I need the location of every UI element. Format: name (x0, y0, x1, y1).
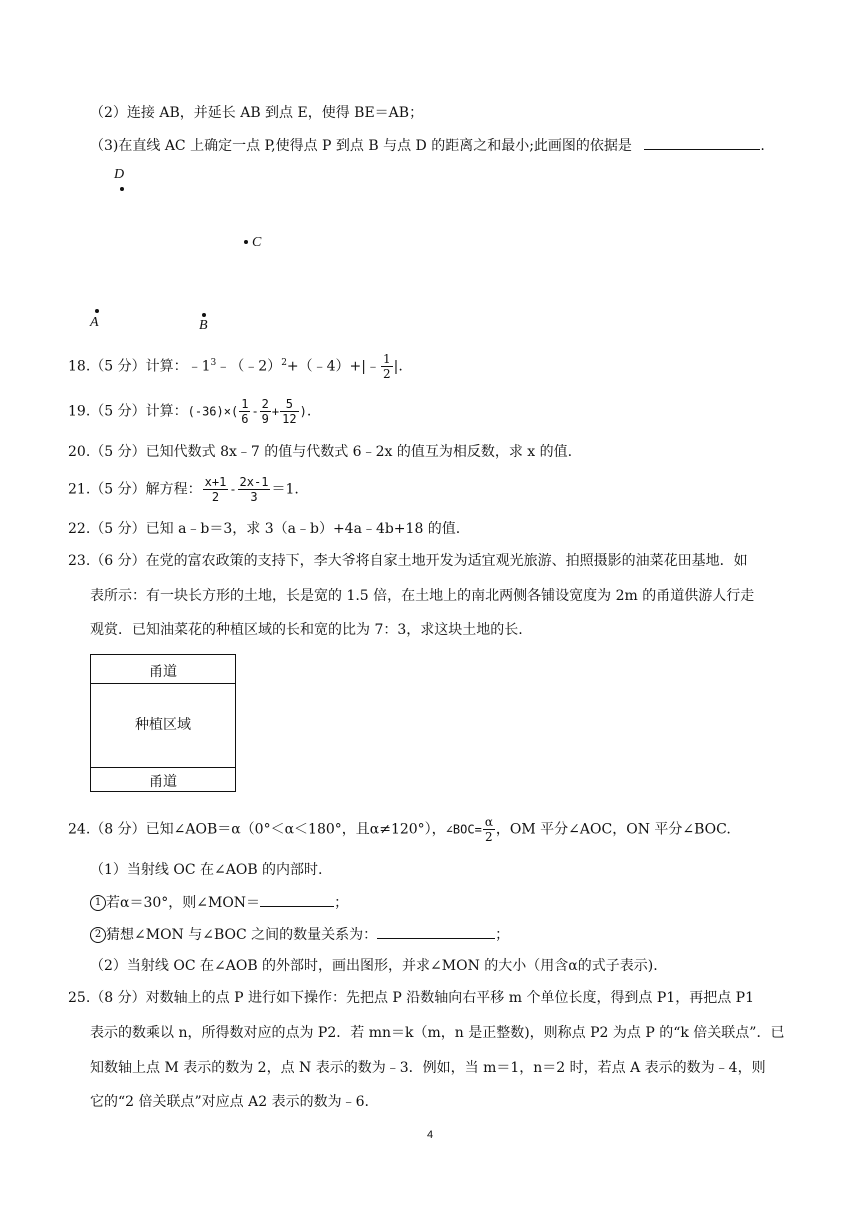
q21-number: 21. (68, 481, 91, 498)
q17-part2: （2）连接 AB，并延长 AB 到点 E，使得 BE＝AB； (90, 105, 424, 121)
q19-expr-a: (-36)×( (187, 404, 239, 419)
answer-blank[interactable] (644, 135, 760, 150)
q24-fraction (483, 815, 495, 844)
q24-line3 (90, 892, 348, 913)
q19-f2-num: 2 (261, 397, 269, 411)
q18-mid: ﹣（﹣2） (216, 358, 282, 375)
q24-text-1a: （8 分）已知∠AOB＝α（0°＜α＜180°，且α≠120°）， (90, 821, 446, 838)
q19-f3-num: 5 (280, 397, 298, 412)
q18-frac-num: 1 (383, 352, 391, 366)
q24-line2: （1）当射线 OC 在∠AOB 的内部时. (90, 862, 323, 878)
q22-number: 22. (68, 521, 91, 537)
q18-end: |. (393, 358, 403, 375)
q24-text-3-end: ； (334, 895, 349, 911)
q25-number: 25. (68, 990, 91, 1006)
q19-frac2 (260, 397, 271, 426)
q25-line3: 知数轴上点 M 表示的数为 2，点 N 表示的数为﹣3．例如，当 m＝1，n＝2 时，若点 A 表示的数为﹣4，则 (90, 1060, 766, 1076)
q18-fraction (381, 352, 393, 381)
point-label-c: C (252, 235, 262, 250)
q19-f1-den: 6 (241, 412, 249, 426)
q25-line4: 它的“2 倍关联点”对应点 A2 表示的数为﹣6. (90, 1094, 369, 1110)
point-d (120, 187, 124, 191)
q18-exp2: 2 (281, 357, 287, 368)
point-label-a: A (90, 315, 99, 330)
q22-text: （5 分）已知 a﹣b＝3，求 3（a﹣b）+4a﹣4b+18 的值. (90, 521, 461, 537)
q25-line1 (68, 988, 754, 1008)
q25-text-1: （8 分）对数轴上的点 P 进行如下操作：先把点 P 沿数轴向右平移 m 个单位长度，得到点 P1，再把点 P1 (90, 990, 754, 1006)
q21-frac2 (238, 475, 271, 504)
q18-frac-den: 2 (383, 367, 391, 381)
point-label-d: D (114, 167, 125, 182)
q24-line5: （2）当射线 OC 在∠AOB 的外部时，画出图形，并求∠MON 的大小（用含α的式子表示). (90, 958, 658, 974)
q25-line2: 表示的数乘以 n，所得数对应的点为 P2．若 mn＝k（m，n 是正整数)，则称点 P2 为点 P 的“k 倍关联点”．已 (90, 1025, 785, 1041)
q18 (68, 352, 403, 381)
q19-f3-den: 12 (282, 412, 297, 426)
q24-angle: ∠BOC= (445, 822, 482, 837)
q21-end: ＝1. (271, 481, 299, 498)
q18-stem: （5 分）计算：﹣1 (90, 358, 211, 375)
land-diagram-table (90, 654, 236, 792)
q24-text-4-end: ； (495, 927, 510, 943)
q24-text-1b: ，OM 平分∠AOC，ON 平分∠BOC. (495, 821, 731, 838)
table-cell-path-bottom: 甬道 (149, 774, 177, 790)
table-divider-bottom (91, 767, 235, 768)
circled-one-icon: 1 (90, 895, 106, 911)
point-b (202, 313, 206, 317)
q24-frac-den: 2 (485, 830, 493, 844)
table-divider-top (91, 683, 235, 684)
q19-op2: + (271, 404, 280, 419)
q20-number: 20. (68, 444, 91, 460)
q23-line2: 表所示：有一块长方形的土地，长是宽的 1.5 倍，在土地上的南北两侧各铺设宽度为 2m 的甬道供游人行走 (90, 588, 755, 604)
q17-part3-text: （3)在直线 AC 上确定一点 P,使得点 P 到点 B 与点 D 的距离之和最小;此画图的依据是 (90, 138, 632, 154)
q24-number: 24. (68, 821, 91, 838)
q21-f2-den: 3 (250, 490, 258, 504)
table-cell-path-top: 甬道 (149, 664, 177, 680)
q24-text-3: 若α＝30°，则∠MON＝ (106, 895, 261, 911)
q23-text-1: （6 分）在党的富农政策的支持下，李大爷将自家土地开发为适宜观光旅游、拍照摄影的油菜花田基地．如 (90, 553, 748, 569)
q23-line3: 观赏．已知油菜花的种植区域的长和宽的比为 7：3，求这块土地的长. (90, 622, 523, 638)
q21-f1-num: x+1 (204, 475, 227, 489)
circled-two-icon: 2 (90, 927, 106, 943)
q21 (68, 475, 299, 504)
q21-f1-den: 2 (211, 490, 220, 504)
point-a (95, 309, 99, 313)
table-cell-planting-area: 种植区域 (135, 717, 191, 733)
q19-frac1 (239, 397, 250, 426)
q19-frac3 (280, 397, 298, 426)
point-label-b: B (199, 318, 208, 333)
q21-stem: （5 分）解方程： (90, 481, 202, 498)
q17-part3 (90, 135, 765, 156)
page-number: 4 (426, 1129, 434, 1141)
q24-text-4: 猜想∠MON 与∠BOC 之间的数量关系为： (106, 927, 378, 943)
q19-f1-num: 1 (241, 397, 249, 411)
q20-text: （5 分）已知代数式 8x﹣7 的值与代数式 6﹣2x 的值互为相反数，求 x 的值. (90, 444, 573, 460)
q23-line1 (68, 551, 748, 571)
q24-line4 (90, 924, 509, 945)
q23-number: 23. (68, 553, 91, 569)
q18-number: 18. (68, 358, 91, 375)
answer-blank-mon[interactable] (260, 892, 334, 907)
q21-f2-num: 2x-1 (239, 475, 269, 489)
q17-part3-end: . (760, 138, 765, 154)
answer-blank-relation[interactable] (377, 924, 495, 939)
q21-op: - (229, 482, 237, 497)
q19 (68, 397, 311, 426)
q19-stem: （5 分）计算： (90, 403, 188, 420)
point-c (244, 240, 248, 244)
q19-op1: - (251, 404, 259, 419)
q21-frac1 (203, 475, 229, 504)
q18-exp1: 3 (210, 357, 217, 368)
q24-line1 (68, 815, 731, 844)
q22 (68, 519, 460, 539)
q18-tail: +（﹣4）+|﹣ (286, 358, 381, 375)
q19-end: . (306, 403, 312, 420)
q19-f2-den: 9 (261, 412, 269, 426)
q20 (68, 442, 572, 462)
q19-expr-b: ) (299, 404, 307, 419)
q19-number: 19. (68, 403, 91, 420)
q24-frac-num: α (484, 815, 493, 829)
